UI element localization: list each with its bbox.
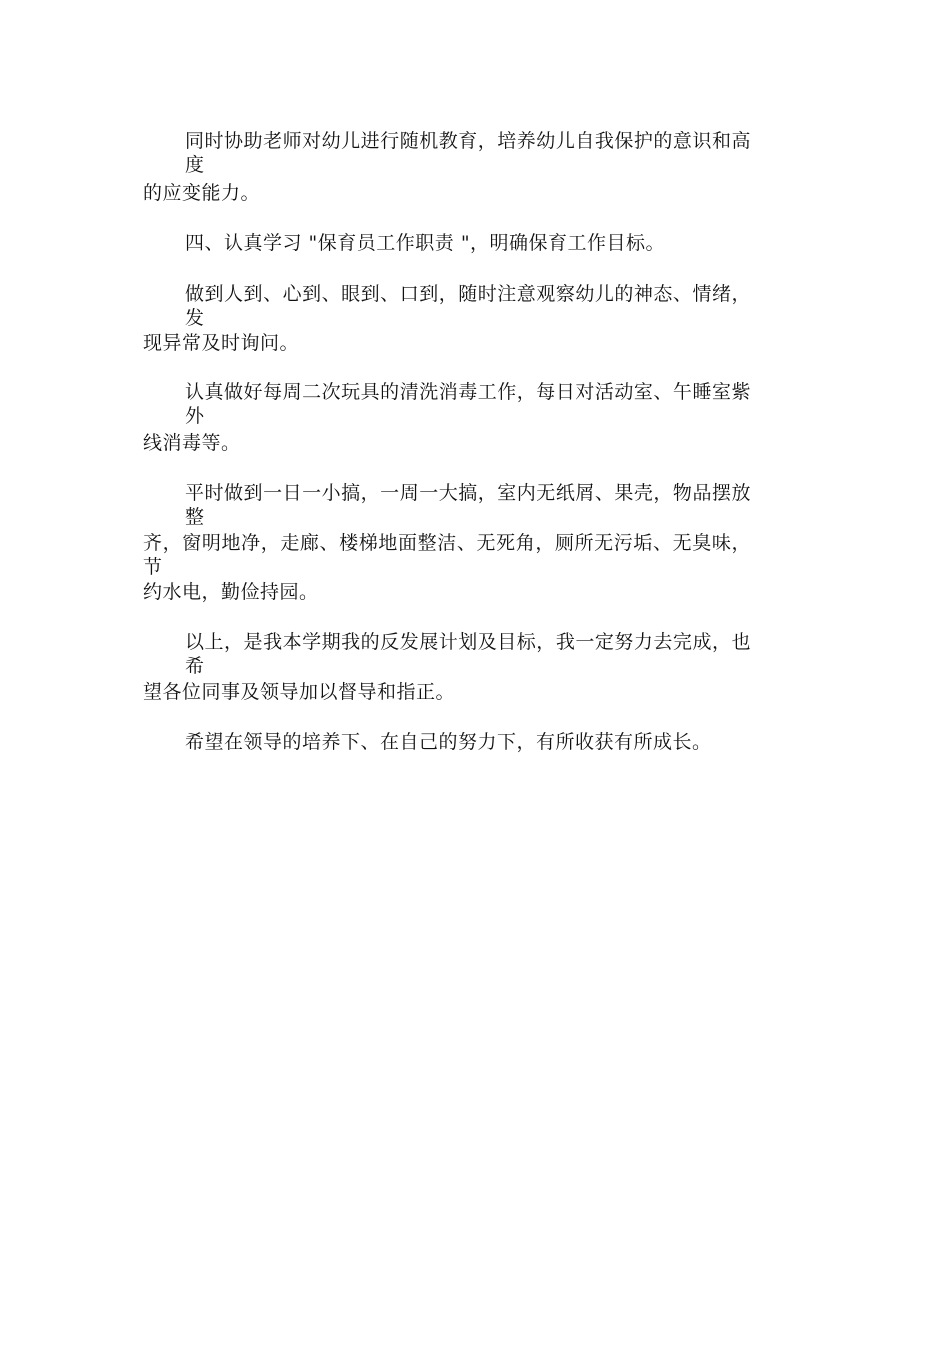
text-line: 希望在领导的培养下、在自己的努力下，有所收获有所成长。 bbox=[185, 731, 712, 753]
text-line: 现异常及时询问。 bbox=[143, 332, 300, 354]
text-line: 线消毒等。 bbox=[143, 432, 241, 454]
text-line: 做到人到、心到、眼到、口到，随时注意观察幼儿的神态、情绪，发 bbox=[185, 283, 751, 329]
text-line: 认真做好每周二次玩具的清洗消毒工作，每日对活动室、午睡室紫外 bbox=[185, 381, 751, 427]
text-line: 四、认真学习 "保育员工作职责 "，明确保育工作目标。 bbox=[185, 232, 666, 254]
text-line: 齐，窗明地净，走廊、楼梯地面整洁、无死角，厕所无污垢、无臭味，节 bbox=[143, 532, 751, 578]
text-line: 望各位同事及领导加以督导和指正。 bbox=[143, 681, 456, 703]
text-line: 约水电，勤俭持园。 bbox=[143, 581, 319, 603]
text-line: 的应变能力。 bbox=[143, 182, 261, 204]
text-line: 平时做到一日一小搞，一周一大搞，室内无纸屑、果壳，物品摆放整 bbox=[185, 482, 751, 528]
text-line: 以上，是我本学期我的反发展计划及目标，我一定努力去完成，也希 bbox=[185, 631, 751, 677]
text-line: 同时协助老师对幼儿进行随机教育，培养幼儿自我保护的意识和高度 bbox=[185, 130, 751, 176]
